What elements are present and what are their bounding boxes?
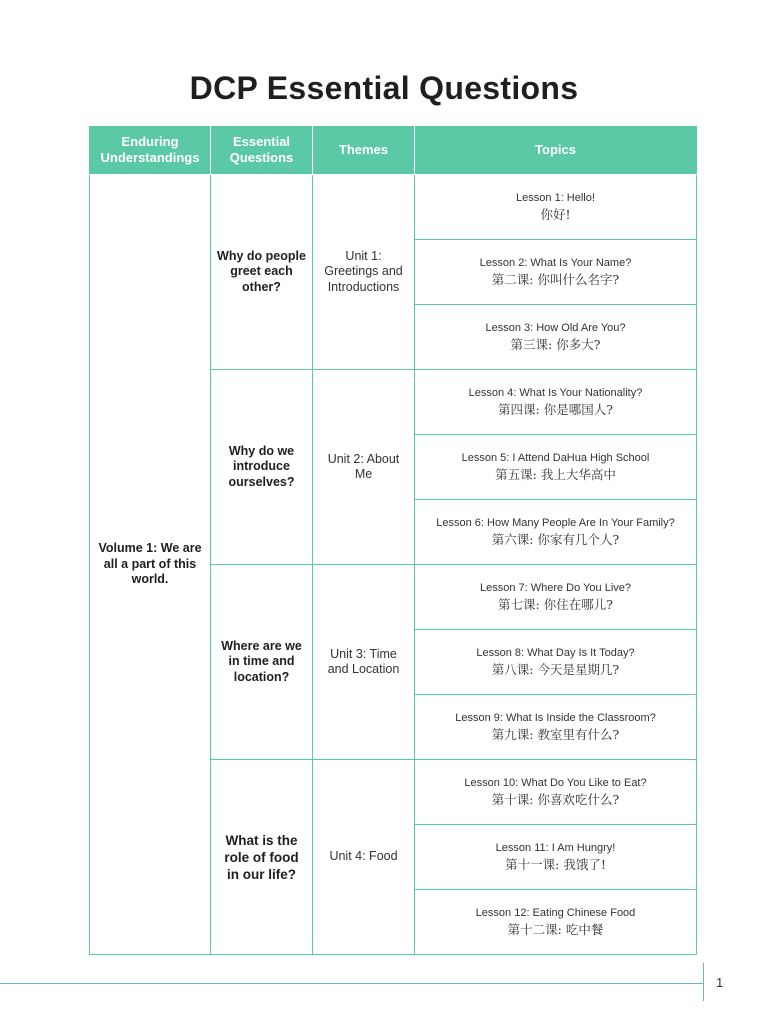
lesson-title-zh: 第五课: 我上大华高中 xyxy=(495,466,616,482)
lesson-title-zh: 第二课: 你叫什么名字? xyxy=(491,271,620,287)
unit-theme: Unit 4: Food xyxy=(313,760,415,955)
lesson-title-zh: 第十一课: 我饿了! xyxy=(505,856,606,872)
lesson-cell xyxy=(415,370,697,435)
lesson-title-en: Lesson 10: What Do You Like to Eat? xyxy=(464,776,647,789)
header-themes: Themes xyxy=(313,126,415,175)
lesson-title-en: Lesson 4: What Is Your Nationality? xyxy=(468,386,643,399)
essential-questions-table xyxy=(89,126,697,955)
unit-theme: Unit 3: Time and Location xyxy=(313,565,415,760)
lesson-title-en: Lesson 7: Where Do You Live? xyxy=(479,581,632,594)
volume-cell: Volume 1: We are all a part of this world. xyxy=(90,175,211,955)
lesson-cell xyxy=(415,240,697,305)
page-title: DCP Essential Questions xyxy=(189,70,579,106)
lesson-title-en: Lesson 2: What Is Your Name? xyxy=(479,256,632,269)
lesson-cell xyxy=(415,435,697,500)
lesson-title-en: Lesson 1: Hello! xyxy=(516,191,595,204)
essential-question: What is the role of food in our life? xyxy=(211,760,313,955)
lesson-cell xyxy=(415,825,697,890)
lesson-title-en: Lesson 11: I Am Hungry! xyxy=(495,841,616,854)
lesson-title-en: Lesson 9: What Is Inside the Classroom? xyxy=(455,711,656,724)
lesson-cell xyxy=(415,890,697,955)
lesson-title-zh: 第六课: 你家有几个人? xyxy=(491,531,620,547)
header-topics: Topics xyxy=(415,126,697,175)
lesson-title-zh: 第七课: 你住在哪儿? xyxy=(498,596,613,612)
lesson-title-en: Lesson 8: What Day Is It Today? xyxy=(476,646,635,659)
lesson-title-zh: 第十课: 你喜欢吃什么? xyxy=(491,791,620,807)
lesson-title-en: Lesson 3: How Old Are You? xyxy=(485,321,626,334)
lesson-title-zh: 第四课: 你是哪国人? xyxy=(498,401,613,417)
table-row xyxy=(90,175,697,240)
header-enduring-understandings: Enduring Understandings xyxy=(90,126,211,175)
table-header-row xyxy=(90,126,697,175)
lesson-title-zh: 第八课: 今天是星期几? xyxy=(491,661,620,677)
lesson-cell xyxy=(415,175,697,240)
lesson-title-zh: 第三课: 你多大? xyxy=(510,336,601,352)
lesson-cell xyxy=(415,695,697,760)
lesson-cell xyxy=(415,565,697,630)
lesson-cell xyxy=(415,630,697,695)
lesson-title-en: Lesson 6: How Many People Are In Your Family? xyxy=(436,516,675,529)
lesson-title-zh: 你好! xyxy=(540,206,571,222)
footer-divider xyxy=(703,963,704,1001)
unit-theme: Unit 2: About Me xyxy=(313,370,415,565)
essential-question: Why do we introduce ourselves? xyxy=(211,370,313,565)
unit-theme: Unit 1: Greetings and Introductions xyxy=(313,175,415,370)
lesson-title-zh: 第九课: 教室里有什么? xyxy=(491,726,620,742)
lesson-title-zh: 第十二课: 吃中餐 xyxy=(507,921,604,937)
lesson-cell xyxy=(415,760,697,825)
essential-question: Why do people greet each other? xyxy=(211,175,313,370)
lesson-title-en: Lesson 5: I Attend DaHua High School xyxy=(461,451,650,464)
lesson-title-en: Lesson 12: Eating Chinese Food xyxy=(475,906,636,919)
page-number: 1 xyxy=(716,975,724,990)
lesson-cell xyxy=(415,500,697,565)
footer-rule xyxy=(0,983,703,984)
essential-question: Where are we in time and location? xyxy=(211,565,313,760)
lesson-cell xyxy=(415,305,697,370)
header-essential-questions: Essential Questions xyxy=(211,126,313,175)
